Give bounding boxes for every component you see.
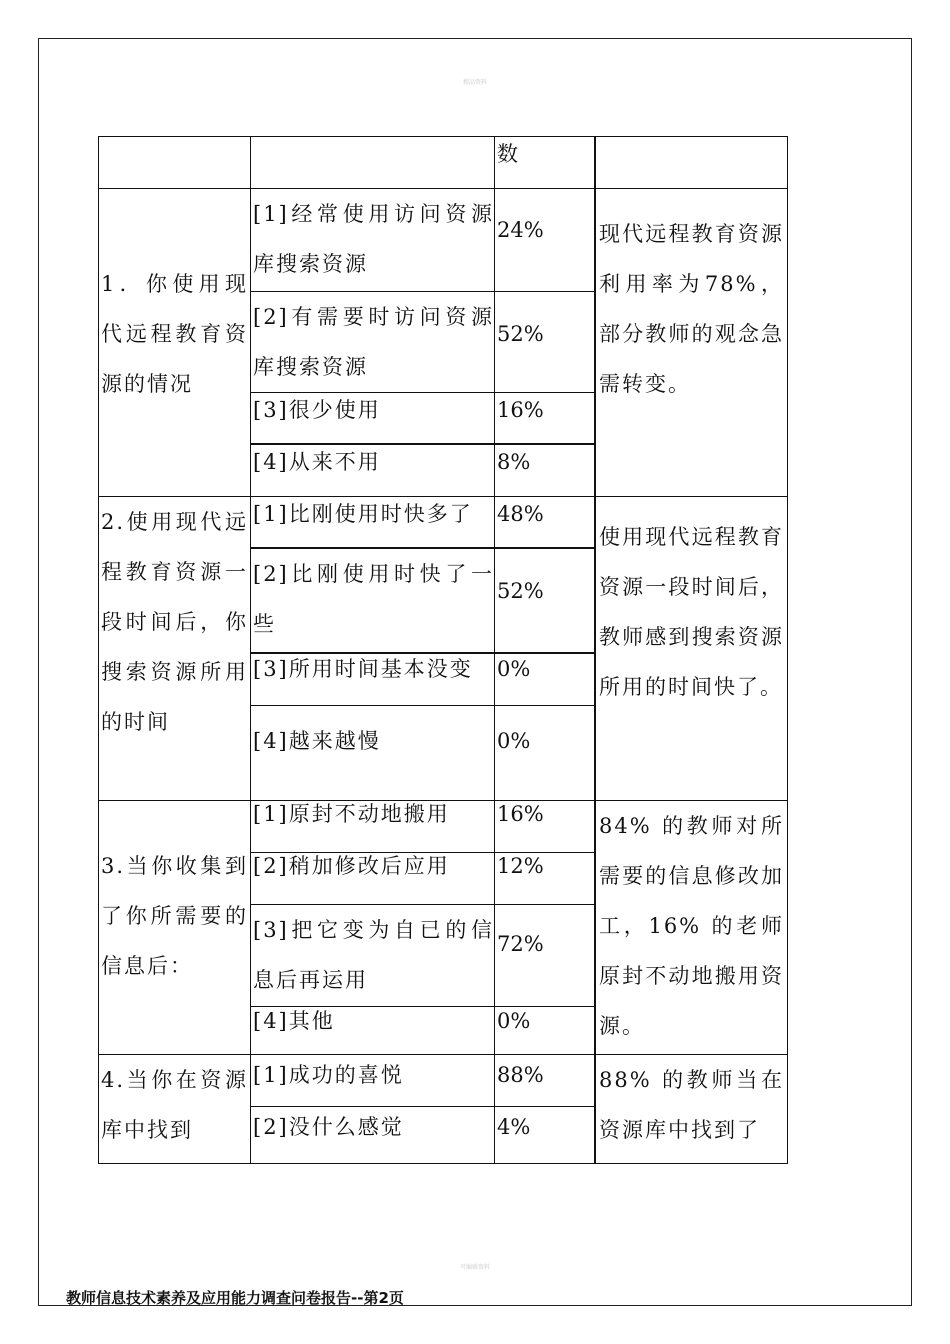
conclusion-cell: 现代远程教育资源利用率为78%，部分教师的观念急需转变。 bbox=[595, 188, 788, 498]
option-cell: [2]比刚使用时快了一些 bbox=[250, 548, 496, 655]
percent-cell: 12% bbox=[494, 852, 595, 906]
header-cell-option bbox=[250, 136, 496, 190]
percent-cell: 52% bbox=[494, 291, 595, 394]
watermark-bottom: 可编辑资料 bbox=[459, 1264, 490, 1271]
option-cell: [2]有需要时访问资源库搜索资源 bbox=[250, 291, 496, 394]
percent-cell: 24% bbox=[494, 188, 595, 293]
option-cell: [1]比刚使用时快多了 bbox=[250, 496, 496, 550]
percent-cell: 72% bbox=[494, 904, 595, 1008]
conclusion-cell: 84% 的教师对所需要的信息修改加工，16% 的老师原封不动地搬用资源。 bbox=[595, 800, 788, 1056]
option-cell: [4]其他 bbox=[250, 1006, 496, 1056]
percent-cell: 16% bbox=[494, 392, 595, 446]
conclusion-cell: 使用现代远程教育资源一段时间后，教师感到搜索资源所用的时间快了。 bbox=[595, 496, 788, 802]
percent-cell: 4% bbox=[494, 1106, 595, 1164]
percent-cell: 88% bbox=[494, 1054, 595, 1108]
option-cell: [4]从来不用 bbox=[250, 444, 496, 498]
conclusion-cell: 88% 的教师当在资源库中找到了 bbox=[595, 1054, 788, 1164]
percent-cell: 16% bbox=[494, 800, 595, 854]
option-cell: [4]越来越慢 bbox=[250, 705, 496, 802]
option-cell: [1]经常使用访问资源库搜索资源 bbox=[250, 188, 496, 293]
option-cell: [3]把它变为自已的信息后再运用 bbox=[250, 904, 496, 1008]
percent-cell: 8% bbox=[494, 444, 595, 498]
header-cell-conclusion bbox=[595, 136, 788, 190]
percent-cell: 52% bbox=[494, 548, 595, 655]
question-cell: 4.当你在资源库中找到 bbox=[98, 1054, 251, 1164]
option-cell: [3]很少使用 bbox=[250, 392, 496, 446]
question-cell: 2.使用现代远程教育资源一段时间后，你搜索资源所用的时间 bbox=[98, 496, 251, 802]
question-cell: 1．你使用现代远程教育资源的情况 bbox=[98, 188, 251, 498]
option-cell: [2]稍加修改后应用 bbox=[250, 852, 496, 906]
watermark-top: 精品资料 bbox=[462, 79, 487, 86]
header-cell-count: 数 bbox=[494, 136, 595, 190]
option-cell: [2]没什么感觉 bbox=[250, 1106, 496, 1164]
question-cell: 3.当你收集到了你所需要的信息后： bbox=[98, 800, 251, 1056]
option-cell: [1]成功的喜悦 bbox=[250, 1054, 496, 1108]
percent-cell: 48% bbox=[494, 496, 595, 550]
percent-cell: 0% bbox=[494, 653, 595, 707]
percent-cell: 0% bbox=[494, 705, 595, 802]
option-cell: [3]所用时间基本没变 bbox=[250, 653, 496, 707]
header-cell-question bbox=[98, 136, 251, 190]
page-footer: 教师信息技术素养及应用能力调查问卷报告--第2页 bbox=[66, 1289, 404, 1307]
percent-cell: 0% bbox=[494, 1006, 595, 1056]
option-cell: [1]原封不动地搬用 bbox=[250, 800, 496, 854]
